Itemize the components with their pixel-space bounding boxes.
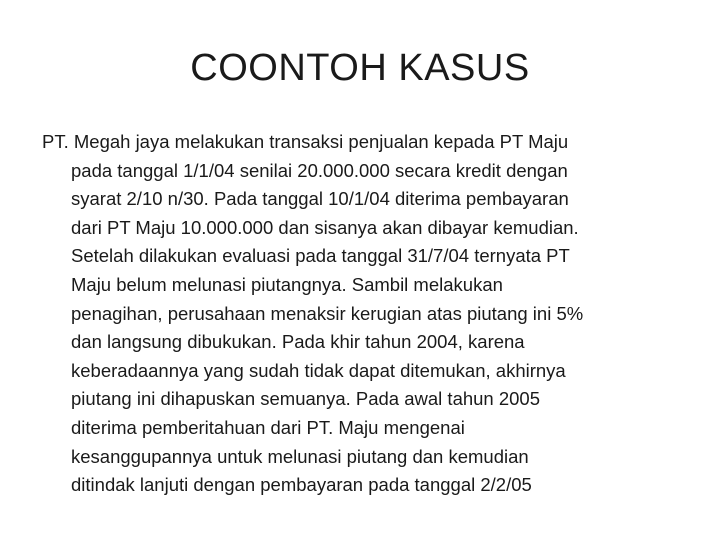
case-text-line: syarat 2/10 n/30. Pada tanggal 10/1/04 diterima pembayaran	[71, 188, 569, 210]
case-text-line: dari PT Maju 10.000.000 dan sisanya akan dibayar kemudian.	[71, 216, 579, 238]
case-text-line: diterima pemberitahuan dari PT. Maju mengenai	[71, 416, 465, 438]
case-text-line: penagihan, perusahaan menaksir kerugian atas piutang ini 5%	[71, 302, 584, 324]
case-text-line: pada tanggal 1/1/04 senilai 20.000.000 secara kredit dengan	[71, 159, 568, 181]
case-text-line: piutang ini dihapuskan semuanya. Pada awal tahun 2005	[71, 388, 541, 410]
case-text-line: Setelah dilakukan evaluasi pada tanggal 31/7/04 ternyata PT	[71, 245, 570, 267]
case-text-line: keberadaannya yang sudah tidak dapat ditemukan, akhirnya	[71, 359, 566, 381]
case-text-line: Maju belum melunasi piutangnya. Sambil melakukan	[71, 273, 503, 295]
case-text-line: dan langsung dibukukan. Pada khir tahun 2004, karena	[71, 331, 525, 353]
case-description	[42, 128, 682, 500]
case-text-line: PT. Megah jaya melakukan transaksi penjualan kepada PT Maju	[42, 131, 569, 152]
case-text-line: ditindak lanjuti dengan pembayaran pada tanggal 2/2/05	[71, 474, 532, 496]
case-text-line: kesanggupannya untuk melunasi piutang dan kemudian	[71, 445, 529, 467]
slide-title: COONTOH KASUS	[190, 47, 530, 89]
